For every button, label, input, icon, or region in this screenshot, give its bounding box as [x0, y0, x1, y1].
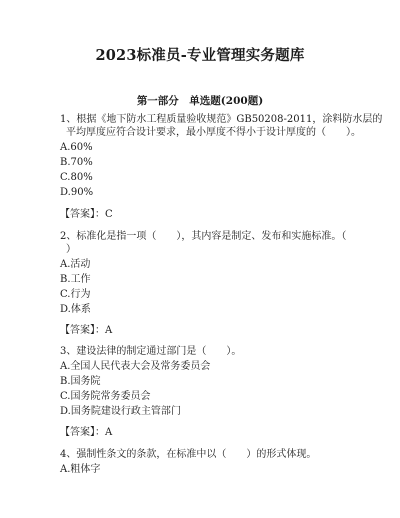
question-3-option-b: B.国务院 — [60, 376, 101, 387]
question-3-option-c: C.国务院常务委员会 — [60, 391, 151, 402]
question-1-text-line-1: 1、根据《地下防水工程质量验收规范》GB50208-2011，涂料防水层的 — [60, 114, 383, 125]
question-1-option-c: C.80% — [60, 172, 93, 183]
question-2-option-a: A.活动 — [60, 259, 91, 270]
section-heading: 第一部分 单选题(200题) — [136, 95, 264, 107]
question-2-text-line-2: ） — [66, 244, 76, 255]
question-2-text-line-1: 2、标准化是指一项（ ），其内容是制定、发布和实施标准。（ — [60, 231, 347, 242]
question-2-option-d: D.体系 — [60, 304, 91, 315]
question-1-option-d: D.90% — [60, 187, 94, 198]
question-3-answer: 【答案】：A — [60, 427, 113, 438]
question-1-answer: 【答案】：C — [60, 209, 113, 220]
question-2-option-b: B.工作 — [60, 274, 91, 285]
question-2-option-c: C.行为 — [60, 289, 91, 300]
question-1-option-a: A.60% — [60, 142, 93, 153]
question-2-answer: 【答案】：A — [60, 325, 113, 336]
question-3-option-a: A.全国人民代表大会及常务委员会 — [60, 361, 211, 372]
document-title: 2023标准员-专业管理实务题库 — [95, 47, 305, 64]
question-1-text-line-2: 平均厚度应符合设计要求，最小厚度不得小于设计厚度的（ ）。 — [66, 127, 361, 138]
question-3-text-line-1: 3、建设法律的制定通过部门是（ ）。 — [60, 346, 242, 357]
question-3-option-d: D.国务院建设行政主管部门 — [60, 406, 181, 417]
question-4-text-line-1: 4、强制性条文的条款，在标准中以（ ）的形式体现。 — [60, 449, 317, 460]
question-1-option-b: B.70% — [60, 157, 93, 168]
question-4-option-a: A.粗体字 — [60, 464, 101, 475]
